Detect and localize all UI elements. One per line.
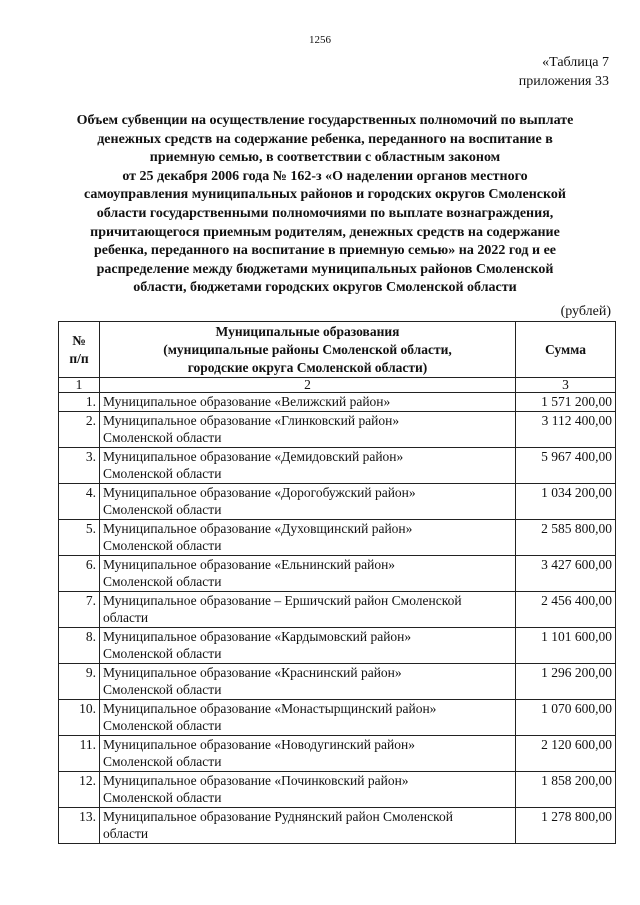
column-number: 1 [59,378,100,393]
municipality-name: Муниципальное образование «Духовщинский район» Смоленской области [100,519,516,555]
annex-reference [519,53,609,91]
row-sum: 1 070 600,00 [516,699,616,735]
table-row [59,771,616,807]
table-body [59,393,616,844]
municipality-name: Муниципальное образование «Монастырщинский район» Смоленской области [100,699,516,735]
annex-table-label: «Таблица 7 [542,55,609,70]
row-sum: 1 858 200,00 [516,771,616,807]
row-number: 9. [59,663,100,699]
table-row [59,393,616,412]
column-number: 2 [100,378,516,393]
title-line: от 25 декабря 2006 года № 162-з «О наделении органов местного [122,168,528,184]
title-line: области государственными полномочиями по выплате вознаграждения, [96,205,554,221]
row-number: 3. [59,447,100,483]
row-number: 7. [59,591,100,627]
row-number: 11. [59,735,100,771]
municipality-name: Муниципальное образование «Велижский район» [100,393,516,412]
row-sum: 3 427 600,00 [516,555,616,591]
unit-label: (рублей) [560,304,611,319]
row-sum: 2 585 800,00 [516,519,616,555]
row-number: 6. [59,555,100,591]
table-row [59,627,616,663]
row-number: 1. [59,393,100,412]
annex-appendix-label: приложения 33 [518,74,609,89]
municipality-name: Муниципальное образование «Краснинский район» Смоленской области [100,663,516,699]
municipality-name: Муниципальное образование «Ельнинский район» Смоленской области [100,555,516,591]
row-sum: 1 278 800,00 [516,807,616,843]
row-number: 5. [59,519,100,555]
table-row [59,735,616,771]
row-number: 2. [59,411,100,447]
title-line: причитающегося приемным родителям, денежных средств на содержание [90,224,560,240]
header-number: № п/п [59,322,100,378]
title-line: самоуправления муниципальных районов и городских округов Смоленской [84,187,566,203]
subvention-table [58,321,616,844]
title-line: денежных средств на содержание ребенка, переданного на воспитание в [97,131,553,147]
table-row [59,807,616,843]
title-line: ребенка, переданного на воспитание в приемную семью» на 2022 год и ее [93,243,557,259]
municipality-name: Муниципальное образование «Новодугинский район» Смоленской области [100,735,516,771]
table-row [59,519,616,555]
table-row [59,411,616,447]
header-municipality: Муниципальные образования (муниципальные районы Смоленской области, городские округа Смоленской области) [100,322,516,378]
municipality-name: Муниципальное образование «Кардымовский район» Смоленской области [100,627,516,663]
column-number-row [59,378,616,393]
title-line: области, бюджетами городских округов Смоленской области [133,280,517,296]
municipality-name: Муниципальное образование Руднянский район Смоленской области [100,807,516,843]
row-sum: 5 967 400,00 [516,447,616,483]
table-row [59,699,616,735]
row-sum: 1 101 600,00 [516,627,616,663]
title-line: Объем субвенции на осуществление государственных полномочий по выплате [76,113,574,128]
row-sum: 1 296 200,00 [516,663,616,699]
header-sum: Сумма [516,322,616,378]
municipality-name: Муниципальное образование «Починковский район» Смоленской области [100,771,516,807]
row-sum: 3 112 400,00 [516,411,616,447]
row-number: 10. [59,699,100,735]
row-sum: 2 456 400,00 [516,591,616,627]
title-line: приемную семью, в соответствии с областным законом [149,150,501,166]
table-header-row [59,322,616,378]
municipality-name: Муниципальное образование – Ершичский район Смоленской области [100,591,516,627]
row-sum: 2 120 600,00 [516,735,616,771]
page-number: 1256 [309,34,331,46]
row-number: 13. [59,807,100,843]
column-number: 3 [516,378,616,393]
table-row [59,447,616,483]
table-row [59,555,616,591]
row-number: 12. [59,771,100,807]
municipality-name: Муниципальное образование «Демидовский район» Смоленской области [100,447,516,483]
municipality-name: Муниципальное образование «Глинковский район» Смоленской области [100,411,516,447]
row-sum: 1 034 200,00 [516,483,616,519]
document-title [55,112,595,298]
row-number: 8. [59,627,100,663]
table-row [59,483,616,519]
row-number: 4. [59,483,100,519]
row-sum: 1 571 200,00 [516,393,616,412]
table-row [59,663,616,699]
table-row [59,591,616,627]
municipality-name: Муниципальное образование «Дорогобужский район» Смоленской области [100,483,516,519]
title-line: распределение между бюджетами муниципальных районов Смоленской [96,261,554,277]
